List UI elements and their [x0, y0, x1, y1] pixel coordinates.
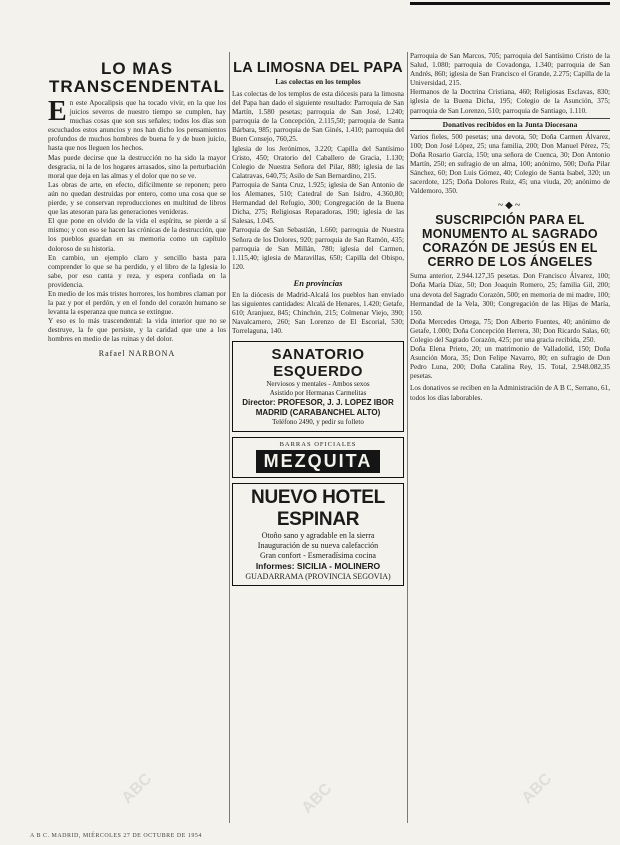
- paragraph: Suma anterior, 2.944.127,35 pesetas. Don Francisco Álvarez, 100; Doña María Díaz, 50; Don Joaquín Romero, 25; familia Gil, 200; una devota del Sagrado Corazón, 500; en memoria de mi madre, 100; Hermandad de la Vela, 300; Congregación de las Hijas de María, 150.: [410, 272, 610, 317]
- ad-director: Director: PROFESOR, J. J. LOPEZ IBOR: [242, 398, 394, 408]
- left-column: [48, 10, 226, 827]
- right-column: [410, 10, 610, 827]
- ad-informes: Informes: SICILIA - MOLINERO: [255, 561, 381, 572]
- article-headline: LO MAS TRANSCENDENTAL: [48, 59, 226, 96]
- hotel-ad: [232, 483, 404, 586]
- ad-brand: MEZQUITA: [256, 450, 381, 473]
- dropcap: E: [48, 96, 67, 127]
- ad-title: SANATORIO ESQUERDO: [271, 346, 365, 381]
- paragraph: Doña Elena Prieto, 20; un matrimonio de Valladolid, 150; Doña Asunción Mora, 35; Don Felipe Navarro, 80; en sufragio de Don Pedro Luna, 200; Doña Catalina Rey, 15. Total, 2.948.082,35 pesetas.: [410, 345, 610, 381]
- ornament-divider: ~◆~: [497, 200, 523, 212]
- paragraph: En medio de los más tristes horrores, los hombres claman por la paz y por el perdón, y en el fondo del corazón humano se levanta la esperanza que nunca se extingue.: [48, 289, 226, 317]
- top-rule: [410, 2, 610, 5]
- article-subhead: Las colectas en los templos: [275, 77, 361, 86]
- paragraph: Parroquia de San Marcos, 705; parroquia del Santísimo Cristo de la Salud, 1.080; parroquia de Covadonga, 1.340; parroquia de San Andrés, 860; iglesia de San Francisco el Grande, 2.275; Capilla de la Universidad, 215.: [410, 52, 610, 88]
- article-headline: LA LIMOSNA DEL PAPA: [233, 60, 403, 76]
- article-headline: SUSCRIPCIÓN PARA EL MONUMENTO AL SAGRADO CORAZÓN DE JESÚS EN EL CERRO DE LOS ÁNGELES: [422, 213, 598, 270]
- section-title: En provincias: [293, 277, 343, 288]
- sanatorio-ad: [232, 341, 404, 432]
- paragraph: El que pone en olvido de la vida el espíritu, se pierde a sí mismo; y con eso se hacen las crónicas de la destrucción, que los pueblos guardan en su memoria como un capítulo doloroso de su historia.: [48, 217, 226, 253]
- column-rule: [229, 52, 230, 823]
- paragraph: Los donativos se reciben en la Administración de A B C, Serrano, 61, todos los días laborables.: [410, 384, 610, 402]
- page-footer: A B C. MADRID, MIÉRCOLES 27 DE OCTUBRE DE 1954: [30, 833, 202, 839]
- ad-small: BARRAS OFICIALES: [279, 441, 357, 449]
- ad-phone: Teléfono 2490, y pedir su folleto: [272, 418, 364, 427]
- watermark: ABC: [298, 780, 336, 817]
- ad-line: Otoño sano y agradable en la sierra: [261, 531, 375, 541]
- ad-address: MADRID (CARABANCHEL ALTO): [255, 408, 381, 418]
- ad-address: GUADARRAMA (PROVINCIA SEGOVIA): [245, 572, 391, 582]
- watermark: ABC: [118, 770, 156, 807]
- paragraph: En la diócesis de Madrid-Alcalá los pueblos han enviado las siguientes cantidades: Alcalá de Henares, 1.420; Getafe, 610; Aranjuez, 845; Chinchón, 215; Colmenar Viejo, 390; Navalcarnero, 260; San Lorenzo de El Escorial, 530; Torrelaguna, 140.: [232, 290, 404, 336]
- paragraph: Varios fieles, 500 pesetas; una devota, 50; Doña Carmen Álvarez, 100; Don José López, 25; una familia, 200; Don Manuel Pérez, 75; Doña Rosario García, 150; una señora de Cuenca, 30; Don Antonio Martín, 250; en sufragio de un alma, 100; anónimo, 500; Doña Pilar Sánchez, 60; Don Luis Gómez, 40; Colegio de Santa Isabel, 320; un sacerdote, 125; Doña Dolores Ruiz, 45; una viuda, 20; anónimo de Valdemoro, 350.: [410, 132, 610, 196]
- watermark: ABC: [518, 770, 556, 807]
- section-title: Donativos recibidos en la Junta Diocesana: [410, 118, 610, 131]
- paragraph: Parroquia de Santa Cruz, 1.925; iglesia de San Antonio de los Alemanes, 510; Catedral de San Isidro, 4.360,80; Hermandad del Refugio, 300; Congregación de la Buena Dicha, 275; Religiosas Reparadoras, 190; iglesia de las Salesas, 1.045.: [232, 180, 404, 226]
- ad-line: Inauguración de su nueva calefacción: [257, 541, 379, 551]
- ad-line: Asistido por Hermanas Carmelitas: [269, 389, 367, 398]
- paragraph: Iglesia de los Jerónimos, 3.220; Capilla del Santísimo Cristo, 450; Oratorio del Caballero de Gracia, 1.130; Colegio de Nuestra Señora del Pilar, 880; iglesia de las Calatravas, 640,75; Asilo de San Bernardino, 215.: [232, 144, 404, 180]
- paragraph: Hermanos de la Doctrina Cristiana, 460; Religiosas Esclavas, 830; iglesia de la Buena Dicha, 195; Colegio de la Asunción, 375; parroquia de San Lorenzo, 510; parroquia de Santiago, 1.110.: [410, 88, 610, 115]
- ad-line: Gran confort - Esmeradísima cocina: [260, 551, 376, 561]
- paragraph: Y eso es lo más trascendental: la vida interior que no se destruye, la fe que persiste, y la caridad que une a los hombres en medio de las ruinas y del dolor.: [48, 317, 226, 344]
- paragraph: n este Apocalipsis que ha tocado vivir, en la que los juicios severos de nuestro tiempo se cumplen, hay muchas cosas que son sus señales; todos los días son escuchados estos anuncios y nos han dicho los pensamientos profundos de muchos hombres de buena fe y de buen juicio, hasta que nos lleguen los hechos.: [48, 99, 226, 153]
- mezquita-ad: [232, 437, 404, 478]
- ad-line: Nerviosos y mentales - Ambos sexos: [266, 380, 370, 389]
- paragraph: Parroquia de San Sebastián, 1.660; parroquia de Nuestra Señora de los Dolores, 920; parroquia de San Ramón, 435; parroquia de San Millán, 780; iglesia del Carmen, 1.115,40; iglesia de Maravillas, 650; Capilla del Obispo, 120.: [232, 226, 404, 271]
- paragraph: En cambio, un ejemplo claro y sencillo basta para comprender lo que se ha perdido, y el libro de la Iglesia lo sabe, por eso canta y reza, y espera confiada en la providencia.: [48, 253, 226, 289]
- paragraph: Doña Mercedes Ortega, 75; Don Alberto Fuentes, 40; anónimo de Getafe, 1.000; Doña Concepción Herrera, 30; Don Ricardo Salas, 60; Colegio del Sagrado Corazón, 425; por una gracia recibida, 250.: [410, 317, 610, 344]
- column-rule: [407, 52, 408, 823]
- article-body: [48, 96, 226, 345]
- byline: Rafael NARBONA: [98, 348, 176, 358]
- middle-column: [232, 10, 404, 827]
- paragraph: Las obras de arte, en efecto, difícilmente se reponen; pero aún no quedan destruidas por entero, como una cosa que se pierde, y se conservan reproducciones en multitud de libros que las atesoran para las generaciones venideras.: [48, 180, 226, 217]
- ad-title: NUEVO HOTEL ESPINAR: [251, 487, 385, 531]
- paragraph: Las colectas de los templos de esta diócesis para la limosna del Papa han dado el siguiente resultado: Parroquia de San Martín, 1.580 pesetas; parroquia de San José, 1.240; parroquia de la Concepción, 2.115,50; parroquia de Santa Bárbara, 985; parroquia de San Ginés, 1.410; parroquia del Buen Consejo, 760,25.: [232, 90, 404, 144]
- paragraph: Mas puede decirse que la destrucción no ha sido la mayor desgracia, ni la de los hogares arrasados, sino la perturbación moral que deja en las almas y el dolor que no se ve.: [48, 153, 226, 180]
